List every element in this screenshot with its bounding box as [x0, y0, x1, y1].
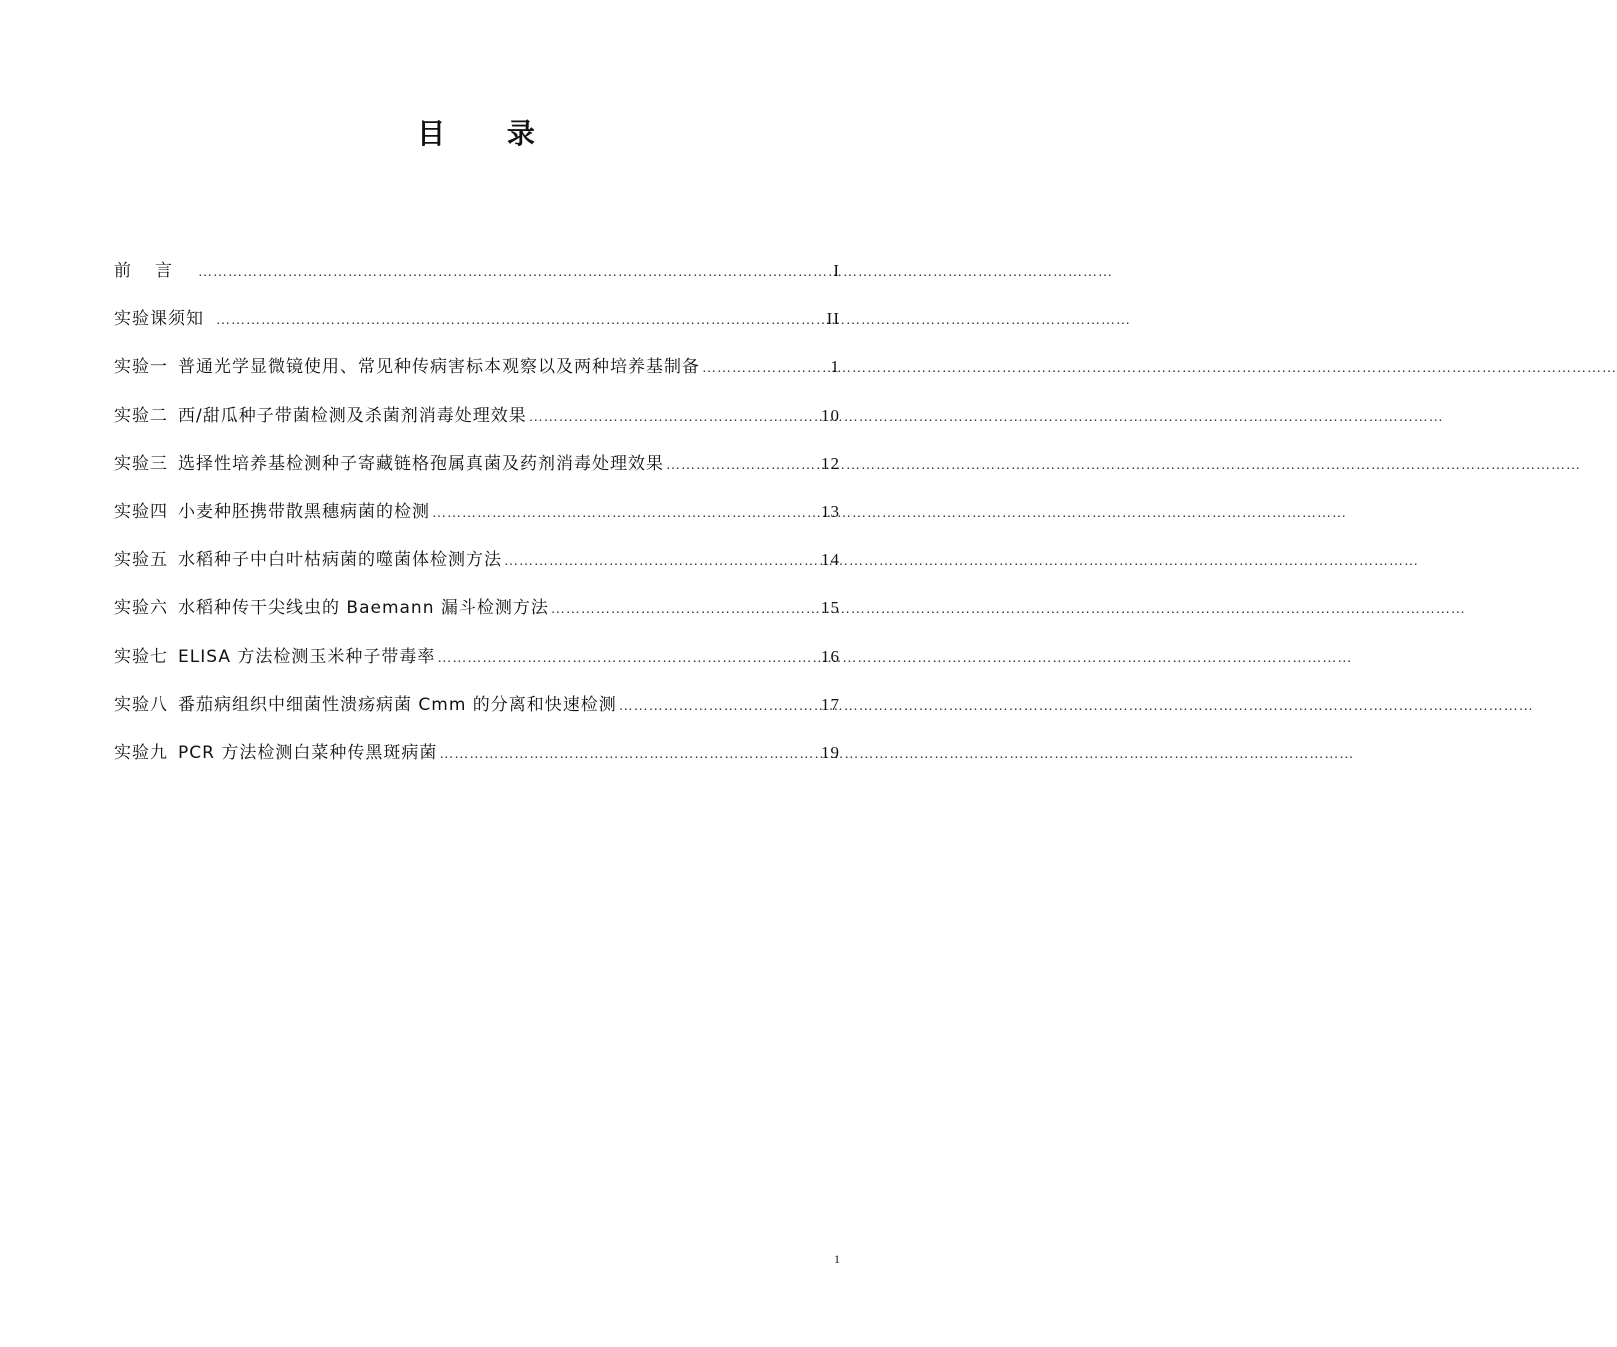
toc-entry-experiment-2[interactable] — [114, 401, 840, 449]
toc-entry-experiment-3[interactable] — [114, 449, 840, 497]
toc-page-number: 19 — [821, 742, 840, 762]
toc-entry-label: 实验五 — [114, 550, 168, 571]
toc-dot-leader — [216, 313, 825, 329]
toc-page-number: 12 — [821, 453, 840, 473]
toc-entry-experiment-1[interactable] — [114, 352, 840, 400]
toc-entry-experiment-8[interactable] — [114, 690, 840, 738]
toc-entry-title: 普通光学显微镜使用、常见种传病害标本观察以及两种培养基制备 — [178, 357, 700, 378]
toc-entry-label: 实验八 — [114, 694, 168, 715]
toc-dot-leader — [437, 651, 819, 667]
toc-dot-leader — [619, 699, 819, 715]
toc-dot-leader — [529, 410, 819, 426]
footer-page-number: 1 — [834, 1252, 840, 1266]
toc-entry-title: 水稻种传干尖线虫的 Baemann 漏斗检测方法 — [178, 598, 549, 619]
toc-entry-experiment-6[interactable] — [114, 593, 840, 641]
toc-entry-label: 实验九 — [114, 742, 168, 763]
toc-dot-leader — [439, 747, 819, 763]
toc-entry-title: PCR 方法检测白菜种传黑斑病菌 — [178, 742, 438, 763]
toc-dot-leader — [666, 458, 819, 474]
toc-entry-experiment-7[interactable] — [114, 642, 840, 690]
toc-entry-experiment-9[interactable] — [114, 738, 840, 786]
toc-entry-experiment-5[interactable] — [114, 545, 840, 593]
toc-entry-title: 选择性培养基检测种子寄藏链格孢属真菌及药剂消毒处理效果 — [178, 453, 664, 474]
toc-page-number: 15 — [821, 598, 840, 618]
page-title: 目 录 — [417, 117, 561, 150]
toc-dot-leader — [432, 506, 819, 522]
toc-dot-leader — [198, 265, 831, 281]
toc-entry-label: 实验一 — [114, 357, 168, 378]
toc-entry-label: 实验二 — [114, 405, 168, 426]
toc-page-number: 1 — [830, 357, 840, 377]
toc-entry-title: 西/甜瓜种子带菌检测及杀菌剂消毒处理效果 — [178, 405, 527, 426]
toc-entry-label: 实验六 — [114, 598, 168, 619]
toc-entry-preface[interactable] — [114, 256, 840, 304]
toc-entry-label: 实验课须知 — [114, 309, 204, 330]
toc-dot-leader — [551, 602, 819, 618]
toc-page-number: II — [826, 309, 840, 329]
toc-entry-label: 实验七 — [114, 646, 168, 667]
table-of-contents — [114, 256, 840, 786]
toc-entry-title: 小麦种胚携带散黑穗病菌的检测 — [178, 501, 430, 522]
toc-page-number: 17 — [821, 694, 840, 714]
toc-entry-experiment-4[interactable] — [114, 497, 840, 545]
toc-page-number: 16 — [821, 646, 840, 666]
toc-entry-title: ELISA 方法检测玉米种子带毒率 — [178, 646, 436, 667]
toc-entry-course-notes[interactable] — [114, 304, 840, 352]
toc-entry-label: 实验三 — [114, 453, 168, 474]
toc-entry-title: 水稻种子中白叶枯病菌的噬菌体检测方法 — [178, 550, 502, 571]
toc-page-number: I — [833, 261, 840, 280]
toc-page-number: 10 — [821, 405, 840, 425]
toc-dot-leader — [504, 554, 819, 570]
toc-page-number: 13 — [821, 501, 840, 521]
toc-entry-label: 实验四 — [114, 501, 168, 522]
toc-dot-leader — [702, 361, 829, 377]
toc-entry-title: 番茄病组织中细菌性溃疡病菌 Cmm 的分离和快速检测 — [178, 694, 617, 715]
toc-page-number: 14 — [821, 550, 840, 570]
toc-entry-label: 前言 — [114, 261, 196, 281]
